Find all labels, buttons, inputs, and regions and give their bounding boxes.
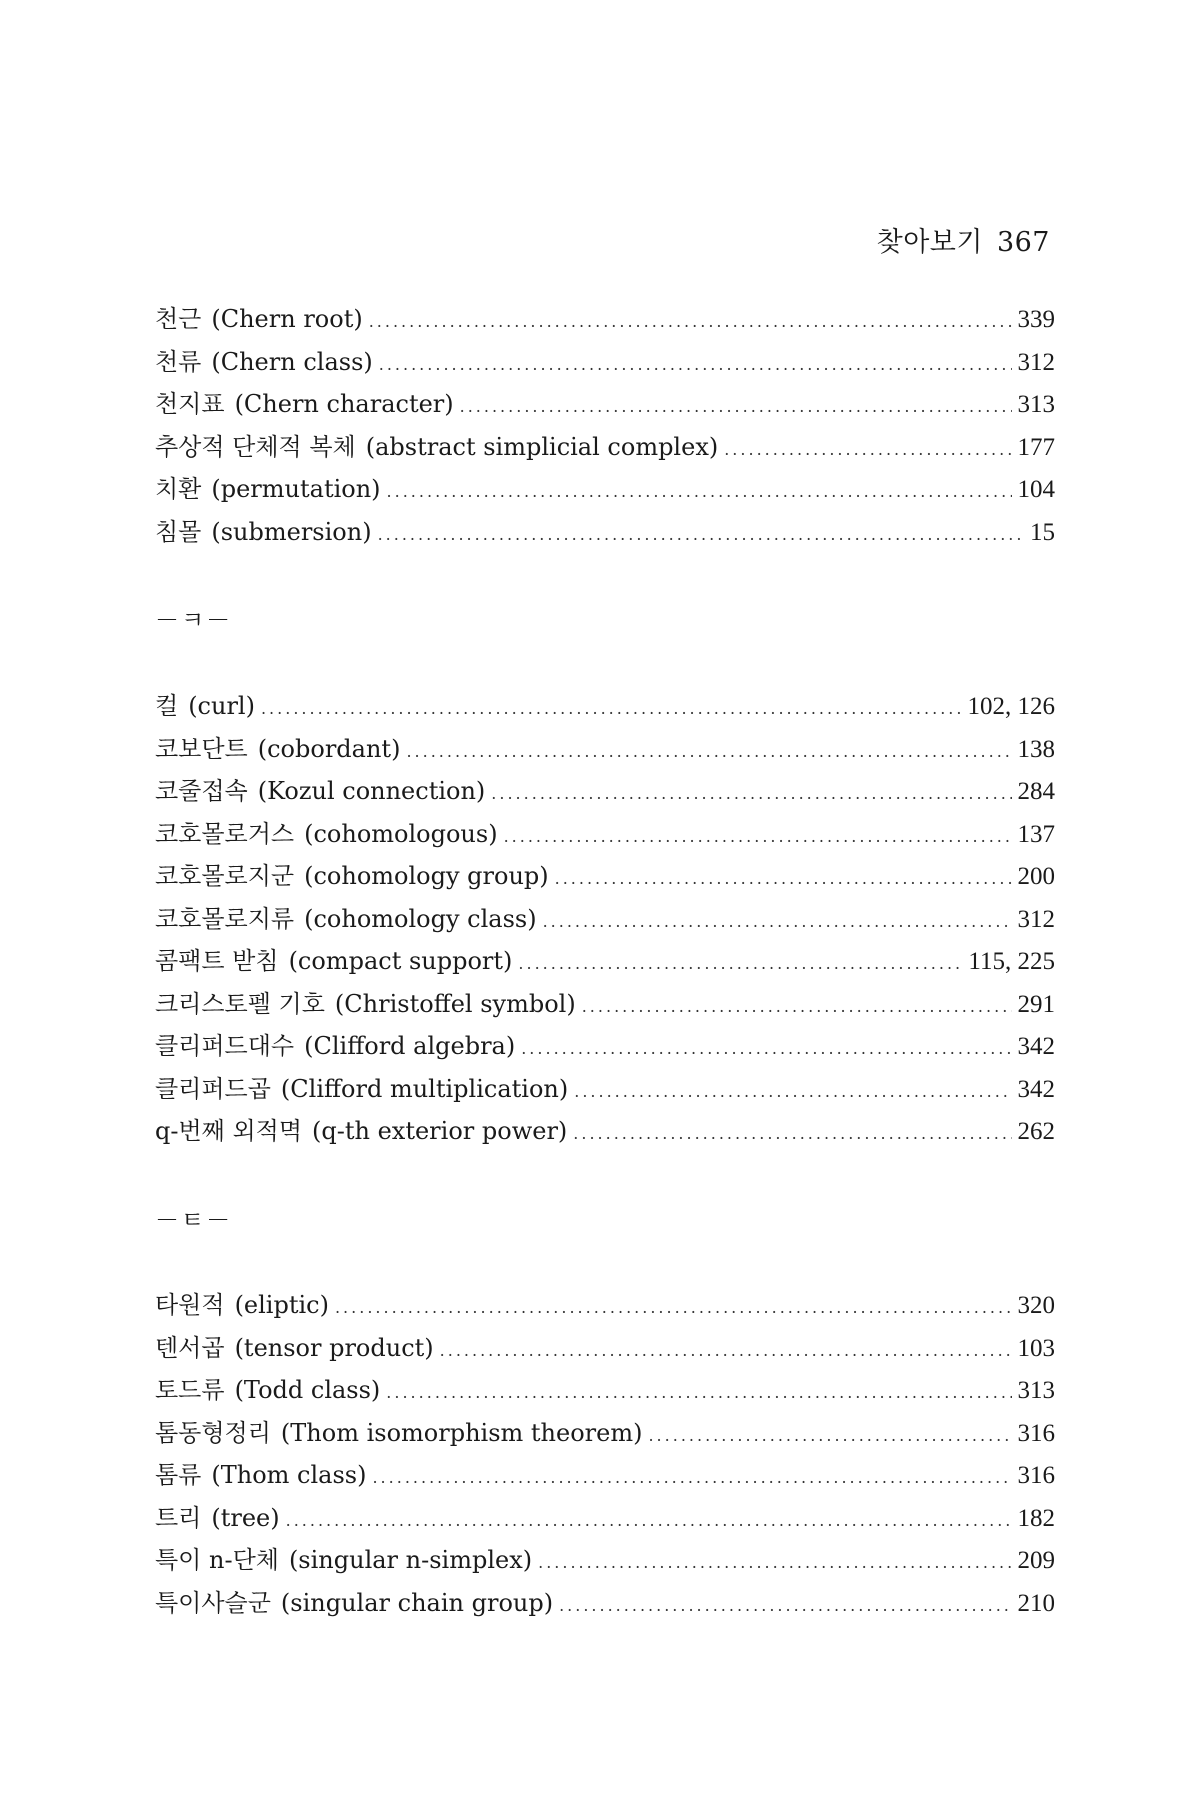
leader-dots xyxy=(573,1124,1011,1143)
leader-dots xyxy=(555,869,1012,888)
index-entry xyxy=(155,856,1055,899)
leader-dots xyxy=(724,440,1011,459)
index-entry xyxy=(155,1328,1055,1371)
index-entry xyxy=(155,1111,1055,1154)
leader-dots xyxy=(406,742,1011,761)
index-entry xyxy=(155,941,1055,984)
entry-term-ko: 침몰 xyxy=(155,517,202,546)
entry-term-en: (abstract simplicial complex) xyxy=(365,432,719,461)
index-entry xyxy=(155,1069,1055,1112)
index-entry xyxy=(155,1455,1055,1498)
leader-dots xyxy=(518,954,962,973)
index-entry xyxy=(155,686,1055,729)
entry-page: 103 xyxy=(1017,1334,1055,1362)
entry-page: 102, 126 xyxy=(967,693,1055,720)
page-header xyxy=(877,220,1050,259)
entry-term-en: (compact support) xyxy=(288,947,513,975)
index-entry xyxy=(155,469,1055,512)
entry-page: 316 xyxy=(1017,1419,1055,1447)
index-entry xyxy=(155,384,1055,427)
leader-dots xyxy=(378,525,1024,544)
entry-page: 320 xyxy=(1017,1292,1055,1319)
entry-page: 313 xyxy=(1017,391,1055,418)
entry-term-ko: 특이 n-단체 xyxy=(155,1546,279,1574)
entry-term-en: (q-th exterior power) xyxy=(312,1117,568,1145)
entry-page: 339 xyxy=(1017,306,1055,333)
index-entry xyxy=(155,299,1055,342)
entry-page: 138 xyxy=(1017,735,1055,763)
entry-page: 262 xyxy=(1017,1118,1055,1145)
entry-term-ko: 천지표 xyxy=(155,390,225,418)
entry-page: 312 xyxy=(1017,348,1055,376)
entry-page: 15 xyxy=(1030,518,1055,546)
entry-term-en: (cohomologous) xyxy=(304,819,498,848)
index-entry xyxy=(155,1583,1055,1626)
entry-term-en: (singular n-simplex) xyxy=(288,1546,533,1574)
entry-term-ko: 토드류 xyxy=(155,1376,225,1404)
index-section-t xyxy=(155,1285,1055,1625)
entry-term-ko: 크리스토펠 기호 xyxy=(155,989,325,1018)
entry-term-ko: 천근 xyxy=(155,305,202,333)
leader-dots xyxy=(386,1383,1011,1402)
entry-term-en: (eliptic) xyxy=(234,1291,329,1319)
entry-term-en: (Chern character) xyxy=(234,390,454,418)
index-entry xyxy=(155,342,1055,385)
index-entry xyxy=(155,729,1055,772)
leader-dots xyxy=(574,1082,1011,1101)
entry-term-ko: 코보단트 xyxy=(155,734,248,763)
entry-term-ko: 콤팩트 받침 xyxy=(155,947,279,975)
leader-dots xyxy=(491,784,1011,803)
entry-page: 200 xyxy=(1017,863,1055,890)
index-entry xyxy=(155,1498,1055,1541)
leader-dots xyxy=(504,827,1012,846)
leader-dots xyxy=(559,1596,1011,1615)
index-entry xyxy=(155,1540,1055,1583)
leader-dots xyxy=(538,1553,1011,1572)
entry-page: 177 xyxy=(1017,433,1055,461)
index-entry xyxy=(155,1285,1055,1328)
entry-term-ko: 컬 xyxy=(155,692,179,720)
index-title: 찾아보기 xyxy=(876,227,983,258)
entry-term-en: (Kozul connection) xyxy=(257,777,486,805)
entry-term-en: (permutation) xyxy=(211,475,381,503)
leader-dots xyxy=(372,1468,1011,1487)
entry-page: 312 xyxy=(1017,905,1055,933)
entry-term-ko: q-번째 외적멱 xyxy=(155,1117,303,1145)
index-entry xyxy=(155,1413,1055,1456)
entry-term-ko: 코호몰로지류 xyxy=(155,904,295,933)
entry-term-ko: 톰동형정리 xyxy=(155,1418,271,1447)
leader-dots xyxy=(369,312,1012,331)
index-entry xyxy=(155,984,1055,1027)
entry-term-en: (curl) xyxy=(188,692,255,720)
entry-page: 342 xyxy=(1017,1033,1055,1060)
leader-dots xyxy=(582,997,1012,1016)
index-entry xyxy=(155,512,1055,555)
entry-term-ko: 텐서곱 xyxy=(155,1333,225,1362)
entry-term-en: (tree) xyxy=(211,1503,280,1532)
leader-dots xyxy=(521,1039,1011,1058)
entry-term-ko: 치환 xyxy=(155,475,202,503)
entry-term-ko: 클리퍼드곱 xyxy=(155,1074,271,1103)
leader-dots xyxy=(286,1511,1012,1530)
entry-page: 182 xyxy=(1017,1504,1055,1532)
entry-term-en: (Todd class) xyxy=(234,1376,381,1404)
leader-dots xyxy=(387,482,1012,501)
entry-term-ko: 특이사슬군 xyxy=(155,1588,271,1617)
index-section-ch xyxy=(155,299,1055,554)
entry-page: 115, 225 xyxy=(968,948,1055,975)
entry-term-en: (Clifford algebra) xyxy=(304,1032,516,1060)
entry-term-en: (tensor product) xyxy=(234,1333,434,1362)
entry-term-en: (Thom isomorphism theorem) xyxy=(280,1418,643,1447)
entry-term-en: (cohomology group) xyxy=(304,862,549,890)
entry-term-en: (Christoffel symbol) xyxy=(334,989,576,1018)
entry-term-ko: 천류 xyxy=(155,347,202,376)
index-section-k xyxy=(155,686,1055,1154)
entry-page: 210 xyxy=(1017,1589,1055,1617)
entry-term-en: (singular chain group) xyxy=(280,1588,554,1617)
section-heading-t: －ㅌ－ xyxy=(155,1206,233,1234)
entry-term-en: (Clifford multiplication) xyxy=(280,1074,569,1103)
leader-dots xyxy=(335,1298,1012,1317)
index-entry xyxy=(155,899,1055,942)
entry-term-en: (Thom class) xyxy=(211,1461,367,1489)
entry-term-en: (Chern class) xyxy=(211,347,373,376)
leader-dots xyxy=(543,912,1012,931)
entry-term-ko: 톰류 xyxy=(155,1461,202,1489)
entry-term-en: (cobordant) xyxy=(257,734,401,763)
entry-page: 137 xyxy=(1017,820,1055,848)
entry-page: 284 xyxy=(1017,778,1055,805)
entry-page: 209 xyxy=(1017,1547,1055,1574)
entry-term-ko: 코줄접속 xyxy=(155,777,248,805)
index-entry xyxy=(155,1026,1055,1069)
entry-term-ko: 트리 xyxy=(155,1503,202,1532)
entry-page: 313 xyxy=(1017,1377,1055,1404)
index-entry xyxy=(155,1370,1055,1413)
entry-term-ko: 타원적 xyxy=(155,1291,225,1319)
entry-term-ko: 코호몰로거스 xyxy=(155,819,295,848)
entry-page: 104 xyxy=(1017,476,1055,503)
entry-page: 291 xyxy=(1017,990,1055,1018)
leader-dots xyxy=(261,699,962,718)
leader-dots xyxy=(460,397,1012,416)
page-number: 367 xyxy=(996,227,1050,258)
index-entry xyxy=(155,814,1055,857)
index-entry xyxy=(155,427,1055,470)
entry-term-en: (Chern root) xyxy=(211,305,363,333)
entry-term-en: (cohomology class) xyxy=(304,904,537,933)
index-entry xyxy=(155,771,1055,814)
entry-term-en: (submersion) xyxy=(211,517,372,546)
entry-term-ko: 코호몰로지군 xyxy=(155,862,295,890)
entry-page: 342 xyxy=(1017,1075,1055,1103)
leader-dots xyxy=(648,1426,1011,1445)
leader-dots xyxy=(440,1341,1012,1360)
entry-term-ko: 추상적 단체적 복체 xyxy=(155,432,356,461)
entry-term-ko: 클리퍼드대수 xyxy=(155,1032,295,1060)
entry-page: 316 xyxy=(1017,1462,1055,1489)
leader-dots xyxy=(379,355,1012,374)
section-heading-k: －ㅋ－ xyxy=(155,606,233,634)
